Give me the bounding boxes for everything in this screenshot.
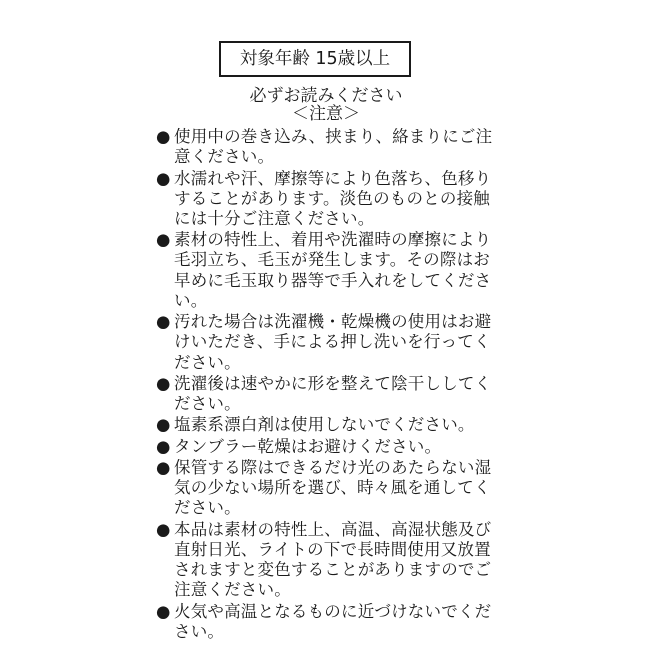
must-read-heading: 必ずお読みください — [249, 86, 403, 106]
bullet-icon: ● — [156, 168, 171, 188]
bullet-icon: ● — [156, 415, 171, 435]
caution-item-text: 洗濯後は速やかに形を整えて陰干ししてください。 — [174, 373, 492, 414]
caution-item — [156, 520, 496, 601]
caution-item-text: 保管する際はできるだけ光のあたらない湿気の少ない場所を選び、時々風を通してください。 — [174, 457, 492, 518]
caution-item — [156, 230, 496, 311]
caution-item — [156, 169, 496, 230]
caution-heading: ＜注意＞ — [292, 104, 360, 124]
target-age-label: 対象年齢 15歳以上 — [239, 49, 391, 69]
caution-item — [156, 312, 496, 373]
caution-item — [156, 127, 496, 167]
bullet-icon: ● — [156, 601, 171, 621]
caution-item-text: 火気や高温となるものに近づけないでください。 — [174, 601, 492, 641]
bullet-icon: ● — [156, 519, 171, 539]
target-age-box — [219, 41, 411, 77]
caution-item-text: 汚れた場合は洗濯機・乾燥機の使用はお避けいただき、手による押し洗いを行ってください。 — [174, 312, 492, 372]
caution-item — [156, 415, 496, 435]
caution-item — [156, 458, 496, 519]
caution-item-text: 塩素系漂白剤は使用しないでください。 — [174, 415, 475, 435]
bullet-icon: ● — [156, 436, 171, 456]
caution-list — [156, 127, 496, 643]
caution-item-text: 本品は素材の特性上、高温、高湿状態及び直射日光、ライトの下で長時間使用又放置されますと変色することがありますのでご注意ください。 — [174, 519, 492, 600]
caution-item-text: 使用中の巻き込み、挟まり、絡まりにご注意ください。 — [174, 127, 493, 167]
caution-item — [156, 374, 496, 414]
bullet-icon: ● — [156, 230, 171, 250]
bullet-icon: ● — [156, 373, 171, 393]
caution-item — [156, 437, 496, 457]
caution-item-text: 水濡れや汗、摩擦等により色落ち、色移りすることがあります。淡色のものとの接触には十分ご注意ください。 — [174, 168, 492, 228]
bullet-icon: ● — [156, 312, 171, 332]
caution-item-text: タンブラー乾燥はお避けください。 — [174, 436, 442, 456]
caution-item — [156, 602, 496, 642]
bullet-icon: ● — [156, 127, 171, 146]
bullet-icon: ● — [156, 457, 171, 477]
caution-item-text: 素材の特性上、着用や洗濯時の摩擦により毛羽立ち、毛玉が発生します。その際はお早めに毛玉取り器等で手入れをしてください。 — [174, 230, 492, 310]
